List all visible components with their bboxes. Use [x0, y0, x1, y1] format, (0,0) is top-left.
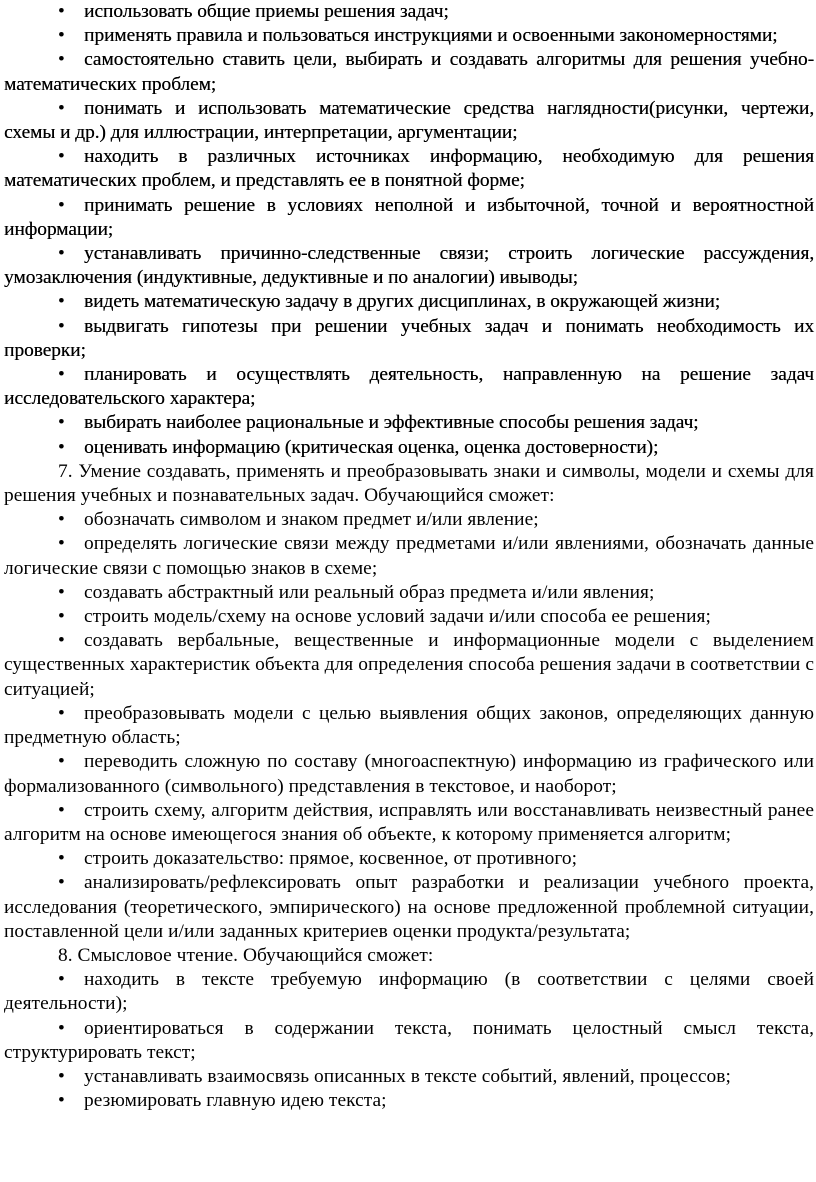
- section-heading: 8. Смысловое чтение. Обучающийся сможет:: [58, 944, 434, 966]
- list-item: • анализировать/рефлексировать опыт разработки и реализации учебного проекта, исследования (теоретического, эмпирического) на основе предложенной проблемной ситуации, поставленной цели и/или заданных критериев оценки продукта/результата;: [4, 871, 814, 944]
- list-item: • преобразовывать модели с целью выявления общих законов, определяющих данную предметную область;: [4, 702, 814, 750]
- section-7: [4, 460, 814, 944]
- list-item: • понимать и использовать математические средства наглядности(рисунки, чертежи, схемы и др.) для иллюстрации, интерпретации, аргументации;: [4, 97, 814, 145]
- list-item: • строить схему, алгоритм действия, исправлять или восстанавливать неизвестный ранее алгоритм на основе имеющегося знания об объекте, к которому применяется алгоритм;: [4, 799, 814, 847]
- list-item: • планировать и осуществлять деятельность, направленную на решение задач исследовательского характера;: [4, 363, 814, 411]
- list-item: • обозначать символом и знаком предмет и/или явление;: [4, 508, 814, 532]
- list-item: • использовать общие приемы решения задач;: [4, 0, 814, 24]
- list-item: • ориентироваться в содержании текста, понимать целостный смысл текста, структурировать текст;: [4, 1017, 814, 1065]
- list-item: • принимать решение в условиях неполной и избыточной, точной и вероятностной информации;: [4, 194, 814, 242]
- list-item: • создавать вербальные, вещественные и информационные модели с выделением существенных характеристик объекта для определения способа решения задачи в соответствии с ситуацией;: [4, 629, 814, 702]
- list-item: • переводить сложную по составу (многоаспектную) информацию из графического или формализованного (символьного) представления в текстовое, и наоборот;: [4, 750, 814, 798]
- list-item: • видеть математическую задачу в других дисциплинах, в окружающей жизни;: [4, 290, 814, 314]
- list-item: • выбирать наиболее рациональные и эффективные способы решения задач;: [4, 411, 814, 435]
- list-item: • находить в тексте требуемую информацию (в соответствии с целями своей деятельности);: [4, 968, 814, 1016]
- section-8: [4, 944, 814, 1113]
- list-item: • устанавливать причинно-следственные связи; строить логические рассуждения, умозаключения (индуктивные, дедуктивные и по аналогии) ивыводы;: [4, 242, 814, 290]
- list-item: • строить доказательство: прямое, косвенное, от противного;: [4, 847, 814, 871]
- list-item: • оценивать информацию (критическая оценка, оценка достоверности);: [4, 436, 814, 460]
- section-heading: 7. Умение создавать, применять и преобразовывать знаки и символы, модели и схемы для решения учебных и познавательных задач. Обучающийся сможет:: [4, 460, 814, 507]
- list-item: • выдвигать гипотезы при решении учебных задач и понимать необходимость их проверки;: [4, 315, 814, 363]
- list-item: • создавать абстрактный или реальный образ предмета и/или явления;: [4, 581, 814, 605]
- bold-bullet-list: [4, 0, 814, 460]
- list-item: • определять логические связи между предметами и/или явлениями, обозначать данные логические связи с помощью знаков в схеме;: [4, 532, 814, 580]
- list-item: • находить в различных источниках информацию, необходимую для решения математических проблем, и представлять ее в понятной форме;: [4, 145, 814, 193]
- list-item: • устанавливать взаимосвязь описанных в тексте событий, явлений, процессов;: [4, 1065, 814, 1089]
- document-page: [4, 0, 814, 1113]
- list-item: • строить модель/схему на основе условий задачи и/или способа ее решения;: [4, 605, 814, 629]
- list-item: • самостоятельно ставить цели, выбирать и создавать алгоритмы для решения учебно-математических проблем;: [4, 48, 814, 96]
- list-item: • резюмировать главную идею текста;: [4, 1089, 814, 1113]
- list-item: • применять правила и пользоваться инструкциями и освоенными закономерностями;: [4, 24, 814, 48]
